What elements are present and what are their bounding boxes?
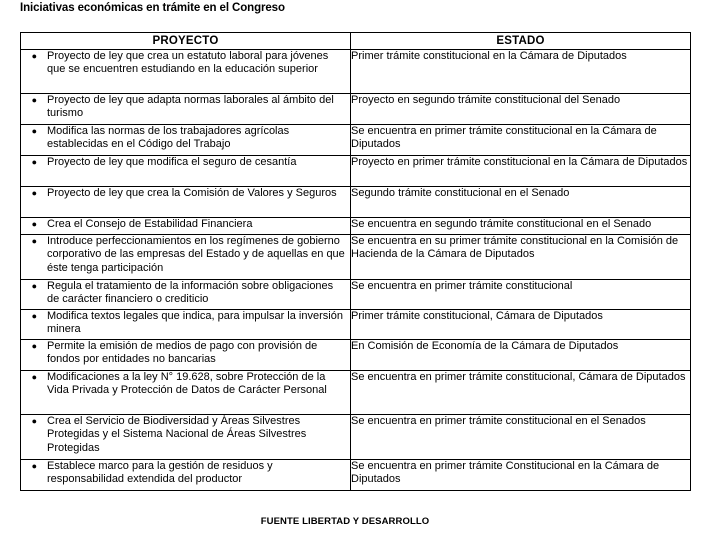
source-footer: FUENTE LIBERTAD Y DESARROLLO — [260, 516, 430, 527]
cell-estado — [351, 415, 691, 460]
proyecto-text: Proyecto de ley que crea la Comisión de Valores y Seguros — [47, 187, 337, 199]
bullet-icon: ● — [31, 157, 37, 167]
proyecto-text: Modifica textos legales que indica, para impulsar la inversión minera — [47, 310, 343, 336]
bullet-icon: ● — [31, 461, 37, 471]
proyecto-text: Proyecto de ley que modifica el seguro de cesantía — [47, 156, 297, 168]
table-row — [21, 371, 691, 415]
proyecto-text: Crea el Consejo de Estabilidad Financiera — [47, 218, 253, 230]
bullet-list-item — [21, 125, 350, 152]
cell-estado — [351, 187, 691, 218]
bullet-icon: ● — [31, 416, 37, 426]
cell-estado — [351, 340, 691, 371]
table-row — [21, 187, 691, 218]
table-row — [21, 415, 691, 460]
bullet-icon: ● — [31, 311, 37, 321]
proyecto-text: Crea el Servicio de Biodiversidad y Áreas Silvestres Protegidas y el Sistema Nacional de Áreas Silvestres Protegidas — [47, 415, 307, 454]
proyecto-text: Establece marco para la gestión de residuos y responsabilidad extendida del productor — [47, 460, 273, 486]
bullet-list-item — [21, 50, 350, 77]
estado-text: Se encuentra en su primer trámite constitucional en la Comisión de Hacienda de la Cámara de Diputados — [351, 235, 679, 261]
column-header-proyecto: PROYECTO — [21, 33, 351, 50]
bullet-list-item — [21, 94, 350, 121]
cell-proyecto — [21, 218, 351, 235]
bullet-list-item — [21, 187, 350, 200]
column-header-estado: ESTADO — [351, 33, 691, 50]
table-row — [21, 94, 691, 125]
estado-text: Primer trámite constitucional, Cámara de Diputados — [351, 310, 603, 322]
proyecto-text: Proyecto de ley que crea un estatuto laboral para jóvenes que se encuentren estudiando en la educación superior — [47, 50, 329, 76]
bullet-list-item — [21, 156, 350, 169]
bullet-list-item — [21, 310, 350, 337]
table-header-row — [21, 33, 691, 50]
bullet-icon: ● — [31, 372, 37, 382]
bullet-list-item — [21, 415, 350, 455]
table-row — [21, 50, 691, 94]
table-body — [21, 50, 691, 491]
cell-proyecto — [21, 94, 351, 125]
table-row — [21, 310, 691, 340]
cell-estado — [351, 94, 691, 125]
cell-proyecto — [21, 460, 351, 491]
table-header — [21, 33, 691, 50]
cell-estado — [351, 125, 691, 156]
estado-text: En Comisión de Economía de la Cámara de Diputados — [351, 340, 619, 352]
bullet-icon: ● — [31, 281, 37, 291]
bullet-icon: ● — [31, 219, 37, 229]
estado-text: Proyecto en primer trámite constitucional en la Cámara de Diputados — [351, 156, 688, 168]
table-row — [21, 218, 691, 235]
estado-text: Primer trámite constitucional en la Cámara de Diputados — [351, 50, 627, 62]
table-row — [21, 125, 691, 156]
cell-proyecto — [21, 156, 351, 187]
cell-estado — [351, 460, 691, 491]
proyecto-text: Permite la emisión de medios de pago con provisión de fondos por entidades no bancarias — [47, 340, 318, 366]
estado-text: Se encuentra en segundo trámite constitucional en el Senado — [351, 218, 652, 230]
cell-estado — [351, 235, 691, 280]
proyecto-text: Introduce perfeccionamientos en los regímenes de gobierno corporativo de las empresas del Estado y de aquellas en que éste tenga participación — [47, 235, 345, 274]
cell-estado — [351, 371, 691, 415]
estado-text: Se encuentra en primer trámite constitucional, Cámara de Diputados — [351, 371, 686, 383]
cell-proyecto — [21, 415, 351, 460]
cell-proyecto — [21, 371, 351, 415]
cell-estado — [351, 156, 691, 187]
table-row — [21, 235, 691, 280]
cell-proyecto — [21, 340, 351, 371]
bullet-list-item — [21, 340, 350, 367]
initiatives-table-container — [20, 32, 690, 491]
cell-proyecto — [21, 50, 351, 94]
bullet-icon: ● — [31, 236, 37, 246]
bullet-list-item — [21, 218, 350, 231]
cell-proyecto — [21, 310, 351, 340]
bullet-list-item — [21, 280, 350, 307]
cell-proyecto — [21, 187, 351, 218]
cell-proyecto — [21, 125, 351, 156]
estado-text: Se encuentra en primer trámite constitucional en la Cámara de Diputados — [351, 125, 657, 151]
proyecto-text: Regula el tratamiento de la información sobre obligaciones de carácter financiero o crediticio — [47, 280, 334, 306]
estado-text: Proyecto en segundo trámite constitucional del Senado — [351, 94, 621, 106]
bullet-icon: ● — [31, 126, 37, 136]
bullet-icon: ● — [31, 51, 37, 61]
estado-text: Se encuentra en primer trámite constitucional — [351, 280, 573, 292]
proyecto-text: Modifica las normas de los trabajadores agrícolas establecidas en el Código del Trabajo — [47, 125, 290, 151]
bullet-icon: ● — [31, 95, 37, 105]
proyecto-text: Modificaciones a la ley N° 19.628, sobre Protección de la Vida Privada y Protección de Datos de Carácter Personal — [47, 371, 327, 397]
initiatives-table — [20, 32, 691, 491]
table-row — [21, 156, 691, 187]
cell-proyecto — [21, 280, 351, 310]
cell-estado — [351, 280, 691, 310]
bullet-list-item — [21, 371, 350, 398]
cell-proyecto — [21, 235, 351, 280]
table-row — [21, 280, 691, 310]
estado-text: Se encuentra en primer trámite Constitucional en la Cámara de Diputados — [351, 460, 660, 486]
table-row — [21, 340, 691, 371]
table-row — [21, 460, 691, 491]
page-title: Iniciativas económicas en trámite en el Congreso — [20, 2, 285, 14]
cell-estado — [351, 50, 691, 94]
cell-estado — [351, 218, 691, 235]
proyecto-text: Proyecto de ley que adapta normas laborales al ámbito del turismo — [47, 94, 334, 120]
bullet-list-item — [21, 460, 350, 487]
bullet-icon: ● — [31, 341, 37, 351]
estado-text: Segundo trámite constitucional en el Senado — [351, 187, 570, 199]
bullet-icon: ● — [31, 188, 37, 198]
cell-estado — [351, 310, 691, 340]
bullet-list-item — [21, 235, 350, 275]
estado-text: Se encuentra en primer trámite constitucional en el Senados — [351, 415, 646, 427]
